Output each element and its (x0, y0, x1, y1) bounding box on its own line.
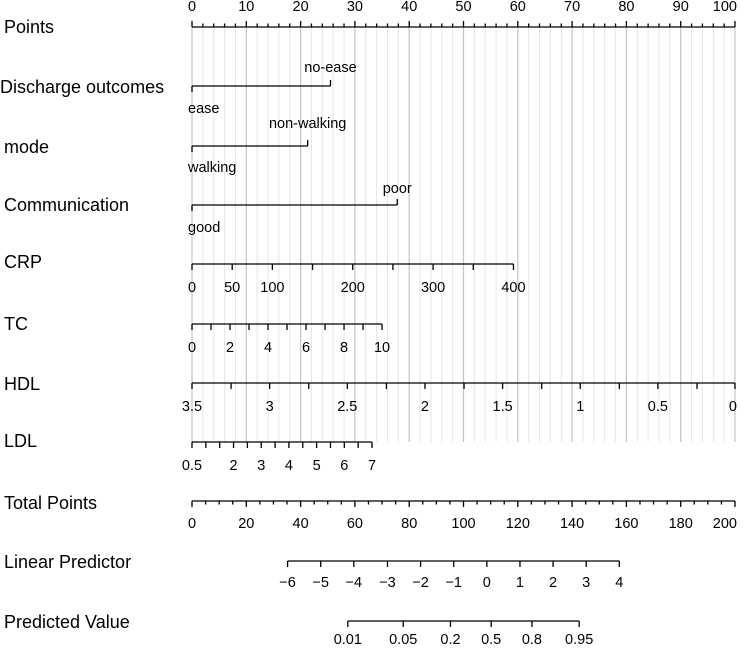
row-label-crp: CRP (4, 252, 43, 272)
row-label-predicted-value: Predicted Value (4, 612, 130, 632)
tick-label: 6 (340, 458, 349, 474)
tick-label: 0.5 (481, 632, 502, 648)
tick-label: 0 (187, 516, 197, 532)
tick-label: −6 (279, 575, 296, 591)
level-label-low: ease (188, 101, 220, 117)
tick-label: 2 (420, 399, 429, 415)
tick-label: 80 (618, 0, 635, 15)
tick-label: −2 (412, 575, 429, 591)
tick-label: 200 (340, 280, 365, 296)
tick-label: 60 (509, 0, 526, 15)
tick-label: 100 (712, 0, 737, 15)
tick-label: 70 (564, 0, 581, 15)
tick-label: 3 (257, 458, 266, 474)
tick-label: −5 (312, 575, 329, 591)
tick-label: 40 (292, 516, 309, 532)
tick-label: 5 (312, 458, 321, 474)
tick-label: 2.5 (337, 399, 358, 415)
tick-label: 80 (401, 516, 418, 532)
tick-label: 0.01 (333, 632, 362, 648)
tick-label: 4 (615, 575, 624, 591)
axis-predicted-value (334, 621, 594, 648)
axis-communication (188, 181, 412, 236)
tick-label: 2 (549, 575, 558, 591)
row-label-communication: Communication (4, 195, 130, 215)
row-label-discharge-outcomes: Discharge outcomes (0, 77, 165, 97)
tick-label: 50 (224, 280, 241, 296)
tick-label: 1 (576, 399, 585, 415)
axis-tc (188, 324, 390, 356)
tick-label: 2 (225, 340, 235, 356)
tick-label: −3 (379, 575, 396, 591)
tick-label: 3.5 (181, 399, 203, 415)
tick-label: 180 (668, 516, 693, 532)
row-label-points: Points (4, 17, 55, 37)
tick-label: 3 (582, 575, 591, 591)
tick-label: 0 (187, 340, 197, 356)
tick-label: 60 (346, 516, 363, 532)
tick-label: 200 (712, 516, 737, 532)
tick-label: 1 (515, 575, 525, 591)
tick-label: 140 (559, 516, 585, 532)
level-label-high: non-walking (268, 116, 347, 132)
tick-label: −4 (345, 575, 363, 591)
tick-label: 160 (614, 516, 639, 532)
tick-label: 10 (238, 0, 255, 15)
axis-total-points (188, 501, 737, 532)
row-label-mode: mode (4, 137, 50, 157)
tick-label: 6 (301, 340, 311, 356)
tick-label: 0.5 (181, 458, 203, 474)
level-label-high: poor (382, 181, 412, 197)
tick-label: 0.2 (440, 632, 461, 648)
tick-label: 90 (672, 0, 689, 15)
tick-label: 0.8 (521, 632, 543, 648)
tick-label: 20 (292, 0, 309, 15)
tick-label: 120 (505, 516, 530, 532)
tick-label: 0.5 (647, 399, 668, 415)
row-labels (0, 17, 164, 632)
row-label-hdl: HDL (4, 374, 41, 394)
row-label-ldl: LDL (4, 431, 38, 451)
tick-label: 0 (187, 0, 197, 15)
tick-label: 4 (284, 458, 293, 474)
axis-hdl (182, 383, 737, 415)
axis-linear-predictor (279, 561, 623, 591)
tick-label: 0.05 (389, 632, 418, 648)
tick-label: 0.95 (565, 632, 594, 648)
tick-label: 1.5 (492, 399, 513, 415)
tick-label: 400 (501, 280, 526, 296)
tick-label: 100 (451, 516, 476, 532)
axis-crp (188, 264, 526, 296)
tick-label: 0 (187, 280, 197, 296)
level-label-high: no-ease (304, 60, 357, 76)
tick-label: 2 (229, 458, 238, 474)
tick-label: 10 (373, 340, 391, 356)
grid-lines (192, 27, 735, 442)
tick-label: 40 (401, 0, 418, 15)
row-label-total-points: Total Points (4, 493, 98, 513)
tick-label: −1 (445, 575, 462, 591)
row-label-linear-predictor: Linear Predictor (4, 552, 132, 572)
tick-label: 0 (728, 399, 737, 415)
tick-label: 0 (482, 575, 491, 591)
tick-label: 3 (265, 399, 274, 415)
level-label-low: good (188, 220, 221, 236)
tick-label: 7 (367, 458, 377, 474)
tick-label: 50 (455, 0, 472, 15)
tick-label: 20 (238, 516, 255, 532)
tick-label: 30 (346, 0, 363, 15)
tick-label: 300 (420, 280, 446, 296)
row-label-tc: TC (4, 314, 28, 334)
tick-label: 100 (260, 280, 285, 296)
level-label-low: walking (188, 160, 237, 176)
axis-ldl (182, 442, 376, 474)
tick-label: 8 (340, 340, 349, 356)
axis-points (188, 0, 737, 27)
nomogram-axes (182, 0, 737, 648)
tick-label: 4 (263, 340, 273, 356)
